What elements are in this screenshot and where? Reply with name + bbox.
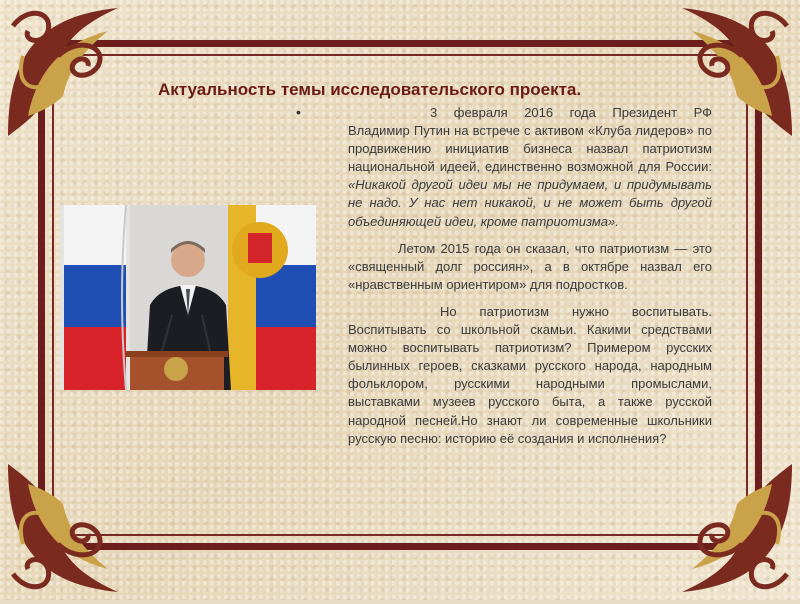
paragraph-1-quote: «Никакой другой идеи мы не придумаем, и придумывать не надо. У нас нет никакой, и не может быть другой объединяющей идеи, кроме патриотизма». xyxy=(348,177,712,229)
speaker-at-podium-photo xyxy=(60,205,316,390)
bullet-marker: • xyxy=(296,104,301,120)
ornament-bottom-right-icon xyxy=(652,454,800,604)
paragraph-1 xyxy=(348,104,712,231)
paragraph-3 xyxy=(348,303,712,448)
ornament-top-left-icon xyxy=(0,0,148,146)
paragraph-1-text: 3 февраля 2016 года Президент РФ Владимир Путин на встрече с активом «Клуба лидеров» по продвижению инициатив бизнеса назвал патриотизм национальной идеей, единственно возможной для России: xyxy=(348,105,712,175)
paragraph-2-text: Летом 2015 года он сказал, что патриотизм — это «священный долг россиян», а в октябре назвал его «нравственным ориентиром» для подростков. xyxy=(348,240,712,292)
paragraph-3-text: Но патриотизм нужно воспитывать. Воспитывать со школьной скамьи. Какими средствами можно воспитывать патриотизм? Примером русских былинных героев, сказками русского народа, народным фольклором, русскими народными промыслами, выставками музеев русского быта, а также русской народной песней.Но знают ли современные школьники русскую песню: историю её создания и исполнения? xyxy=(348,303,712,446)
slide-title: Актуальность темы исследовательского проекта. xyxy=(158,80,582,99)
ornament-bottom-left-icon xyxy=(0,454,148,604)
paragraph-2 xyxy=(348,240,712,294)
slide-body-text xyxy=(348,104,712,457)
